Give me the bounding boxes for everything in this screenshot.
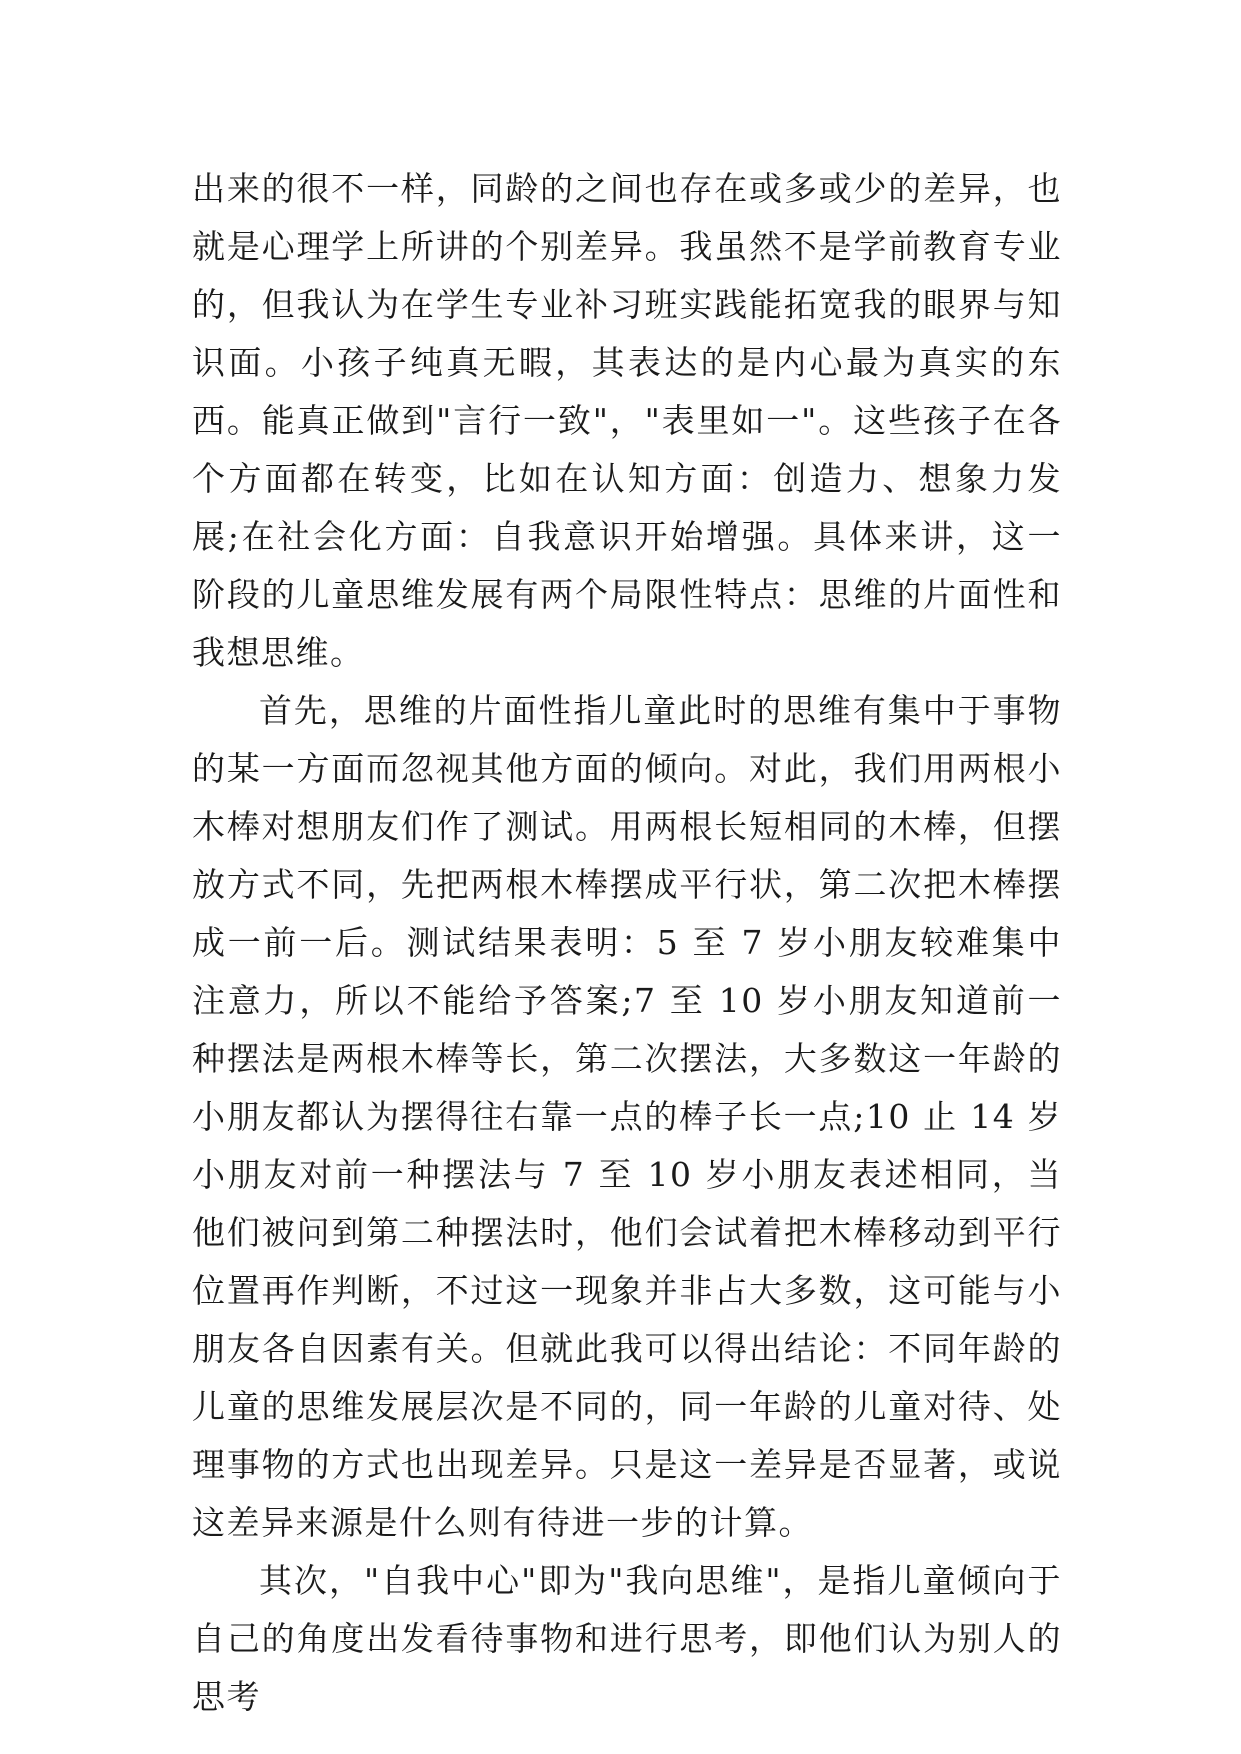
paragraph-2: 首先，思维的片面性指儿童此时的思维有集中于事物的某一方面而忽视其他方面的倾向。对此，我们用两根小木棒对想朋友们作了测试。用两根长短相同的木棒，但摆放方式不同，先把两根木棒摆成平行状，第二次把木棒摆成一前一后。测试结果表明：5 至 7 岁小朋友较难集中注意力，所以不能给予答案;7 至 10 岁小朋友知道前一种摆法是两根木棒等长，第二次摆法，大多数这一年龄的小朋友都认为摆得往右靠一点的棒子长一点;10 止 14 岁小朋友对前一种摆法与 7 至 10 岁小朋友表述相同，当他们被问到第二种摆法时，他们会试着把木棒移动到平行位置再作判断，不过这一现象并非占大多数，这可能与小朋友各自因素有关。但就此我可以得出结论：不同年龄的儿童的思维发展层次是不同的，同一年龄的儿童对待、处理事物的方式也出现差异。只是这一差异是否显著，或说这差异来源是什么则有待进一步的计算。 [192,691,1062,1542]
paragraph-1: 出来的很不一样，同龄的之间也存在或多或少的差异，也就是心理学上所讲的个别差异。我虽然不是学前教育专业的，但我认为在学生专业补习班实践能拓宽我的眼界与知识面。小孩子纯真无暇，其表达的是内心最为真实的东西。能真正做到"言行一致"，"表里如一"。这些孩子在各个方面都在转变，比如在认知方面：创造力、想象力发展;在社会化方面：自我意识开始增强。具体来讲，这一阶段的儿童思维发展有两个局限性特点：思维的片面性和我想思维。 [192,169,1062,672]
document-body [192,160,1062,1726]
paragraph-3: 其次，"自我中心"即为"我向思维"，是指儿童倾向于自己的角度出发看待事物和进行思考，即他们认为别人的思考 [192,1561,1062,1716]
